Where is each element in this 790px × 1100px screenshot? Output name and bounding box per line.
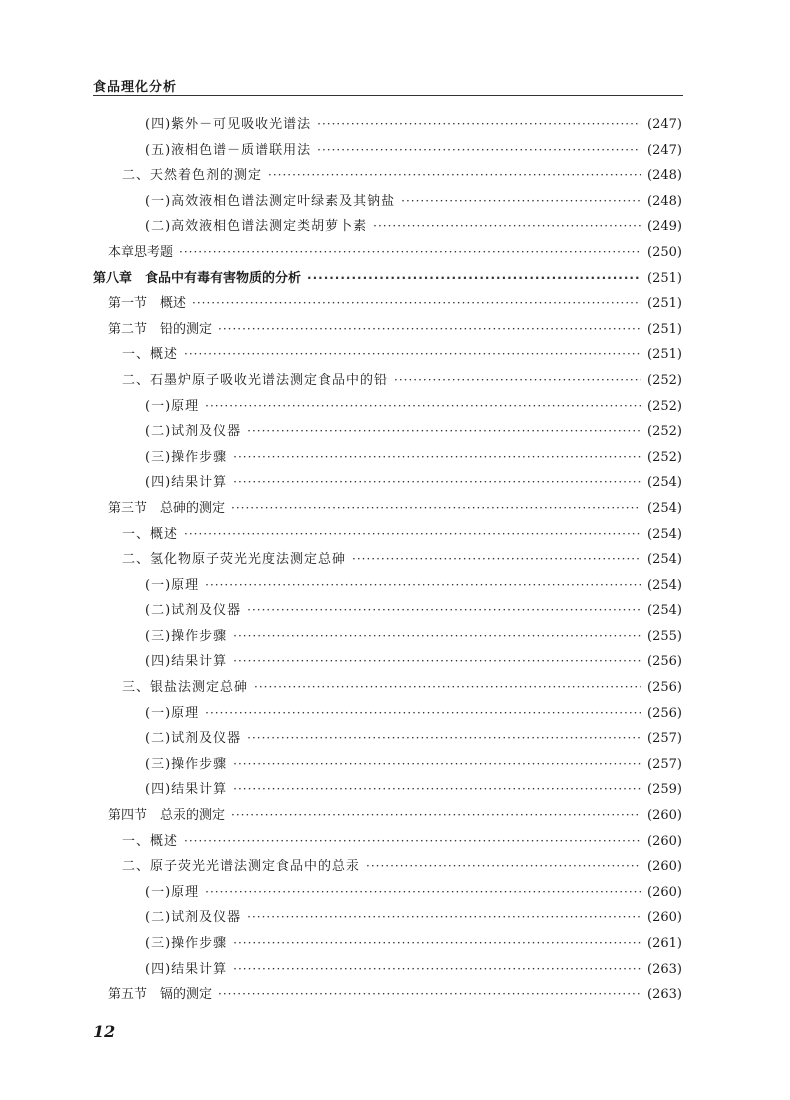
- toc-entry-page: (250): [647, 244, 682, 260]
- dot-leader: [373, 214, 641, 240]
- toc-entry-page: (252): [647, 424, 682, 440]
- toc-entry-page: (247): [647, 117, 682, 132]
- toc-entry-page: (251): [647, 270, 682, 286]
- toc-entry[interactable]: [0, 394, 790, 420]
- toc-entry[interactable]: [0, 777, 790, 803]
- dot-leader: [184, 342, 641, 368]
- toc-entry[interactable]: [0, 240, 790, 266]
- toc-entry[interactable]: [0, 675, 790, 701]
- toc-entry-title: 第二节 铅的测定: [108, 321, 213, 337]
- dot-leader: [205, 573, 641, 599]
- toc-entry-title: (四)紫外－可见吸收光谱法: [145, 117, 312, 132]
- toc-entry-page: (248): [647, 193, 682, 209]
- toc-entry-page: (263): [647, 961, 682, 977]
- dot-leader: [205, 394, 641, 420]
- toc-entry-page: (254): [647, 475, 682, 491]
- toc-entry[interactable]: [0, 470, 790, 496]
- toc-entry-title: 二、石墨炉原子吸收光谱法测定食品中的铅: [122, 372, 389, 388]
- toc-entry-title: (一)原理: [145, 705, 200, 721]
- toc-entry-title: 三、银盐法测定总砷: [122, 680, 249, 696]
- dot-leader: [317, 112, 641, 138]
- toc-entry-title: (一)原理: [145, 884, 200, 900]
- toc-entry-title: (三)操作步骤: [145, 936, 228, 951]
- toc-entry[interactable]: [0, 368, 790, 394]
- dot-leader: [233, 624, 641, 650]
- toc-entry-page: (260): [647, 884, 682, 900]
- running-head-title: 食品理化分析: [93, 80, 178, 95]
- toc-entry-title: 第四节 总汞的测定: [108, 808, 226, 824]
- dot-leader: [247, 598, 641, 624]
- dot-leader: [254, 675, 641, 701]
- toc-entry-page: (261): [647, 936, 682, 951]
- dot-leader: [247, 905, 641, 931]
- dot-leader: [233, 445, 641, 471]
- toc-entry-page: (257): [647, 756, 682, 772]
- toc-entry-page: (260): [647, 833, 682, 849]
- toc-entry[interactable]: [0, 649, 790, 675]
- toc-entry-page: (255): [647, 628, 682, 644]
- toc-entry[interactable]: [0, 445, 790, 471]
- toc-entry-title: 第一节 概述: [108, 296, 187, 312]
- toc-entry-page: (252): [647, 449, 682, 465]
- toc-entry[interactable]: [0, 317, 790, 343]
- dot-leader: [247, 726, 641, 752]
- toc-entry[interactable]: [0, 291, 790, 317]
- toc-entry-page: (252): [647, 372, 682, 388]
- toc-entry-title: 二、天然着色剂的测定: [122, 168, 263, 184]
- toc-entry-page: (249): [647, 219, 682, 235]
- toc-entry-title: 二、原子荧光光谱法测定食品中的总汞: [122, 859, 361, 875]
- toc-entry-title: 第三节 总砷的测定: [108, 500, 226, 516]
- dot-leader: [192, 291, 641, 317]
- toc-entry-page: (260): [647, 859, 682, 875]
- toc-entry-page: (247): [647, 142, 682, 158]
- dot-leader: [317, 138, 641, 164]
- toc-entry-title: 第五节 镉的测定: [108, 987, 213, 1003]
- toc-entry-page: (254): [647, 603, 682, 619]
- toc-entry-page: (259): [647, 782, 682, 798]
- dot-leader: [394, 368, 641, 394]
- toc-entry-page: (251): [647, 321, 682, 337]
- toc-entry-page: (256): [647, 680, 682, 696]
- toc-entry-page: (260): [647, 910, 682, 926]
- dot-leader: [233, 470, 641, 496]
- toc-entry[interactable]: [0, 701, 790, 727]
- toc-entry-title: (四)结果计算: [145, 782, 228, 798]
- dot-leader: [268, 163, 641, 189]
- toc-entry-title: 一、概述: [122, 347, 179, 363]
- toc-entry-title: 第八章 食品中有毒有害物质的分析: [93, 270, 302, 286]
- dot-leader: [233, 931, 641, 957]
- dot-leader: [205, 701, 641, 727]
- toc-entry-page: (257): [647, 731, 682, 747]
- toc-entry-title: (四)结果计算: [145, 475, 228, 491]
- toc-entry[interactable]: [0, 573, 790, 599]
- toc-entry[interactable]: [0, 112, 790, 138]
- toc-entry-title: (二)高效液相色谱法测定类胡萝卜素: [145, 219, 368, 235]
- dot-leader: [401, 189, 641, 215]
- toc-entry-title: 一、概述: [122, 526, 179, 542]
- toc-entry-title: (三)操作步骤: [145, 756, 228, 772]
- toc-entry-title: 本章思考题: [108, 244, 174, 260]
- toc-entry[interactable]: [0, 726, 790, 752]
- toc-entry-title: 一、概述: [122, 833, 179, 849]
- toc-entry[interactable]: [0, 931, 790, 957]
- toc-entry[interactable]: [0, 342, 790, 368]
- toc-entry-page: (251): [647, 296, 682, 312]
- dot-leader: [184, 522, 641, 548]
- table-of-contents: [0, 112, 790, 1008]
- toc-entry-title: (二)试剂及仪器: [145, 603, 242, 619]
- dot-leader: [247, 419, 641, 445]
- toc-entry-page: (254): [647, 526, 682, 542]
- toc-entry[interactable]: [0, 214, 790, 240]
- toc-entry[interactable]: [0, 982, 790, 1008]
- toc-entry[interactable]: [0, 496, 790, 522]
- toc-entry-title: (二)试剂及仪器: [145, 731, 242, 747]
- dot-leader: [218, 317, 641, 343]
- toc-entry[interactable]: [0, 189, 790, 215]
- toc-entry[interactable]: [0, 880, 790, 906]
- toc-entry-page: (251): [647, 347, 682, 363]
- dot-leader: [233, 957, 641, 983]
- toc-entry-title: (二)试剂及仪器: [145, 424, 242, 440]
- dot-leader: [179, 240, 641, 266]
- dot-leader: [352, 547, 641, 573]
- toc-entry-title: (三)操作步骤: [145, 628, 228, 644]
- toc-entry-page: (252): [647, 398, 682, 414]
- toc-entry[interactable]: [0, 598, 790, 624]
- page-number: 12: [93, 1022, 116, 1041]
- dot-leader: [205, 880, 641, 906]
- toc-entry-page: (254): [647, 552, 682, 568]
- toc-entry[interactable]: [0, 803, 790, 829]
- toc-entry-page: (263): [647, 987, 682, 1003]
- toc-entry[interactable]: [0, 624, 790, 650]
- dot-leader: [233, 752, 641, 778]
- dot-leader: [233, 777, 641, 803]
- toc-entry[interactable]: [0, 266, 790, 292]
- toc-entry-title: (一)原理: [145, 577, 200, 593]
- toc-entry-page: (254): [647, 577, 682, 593]
- toc-entry[interactable]: [0, 138, 790, 164]
- header-rule: [93, 95, 683, 96]
- toc-entry-title: (四)结果计算: [145, 961, 228, 977]
- toc-entry-title: (一)原理: [145, 398, 200, 414]
- dot-leader: [184, 829, 641, 855]
- toc-entry-title: (五)液相色谱－质谱联用法: [145, 142, 312, 158]
- toc-entry-page: (260): [647, 808, 682, 824]
- toc-entry[interactable]: [0, 163, 790, 189]
- toc-entry[interactable]: [0, 522, 790, 548]
- toc-entry[interactable]: [0, 854, 790, 880]
- toc-entry-title: (三)操作步骤: [145, 449, 228, 465]
- toc-entry-title: (一)高效液相色谱法测定叶绿素及其钠盐: [145, 193, 396, 209]
- dot-leader: [231, 496, 641, 522]
- dot-leader: [233, 649, 641, 675]
- toc-entry-page: (256): [647, 654, 682, 670]
- dot-leader: [231, 803, 641, 829]
- toc-entry-title: 二、氢化物原子荧光光度法测定总砷: [122, 552, 347, 568]
- toc-entry-title: (二)试剂及仪器: [145, 910, 242, 926]
- toc-entry-title: (四)结果计算: [145, 654, 228, 670]
- toc-entry[interactable]: [0, 547, 790, 573]
- toc-entry[interactable]: [0, 752, 790, 778]
- toc-entry-page: (254): [647, 500, 682, 516]
- dot-leader: [307, 266, 641, 292]
- toc-entry-page: (256): [647, 705, 682, 721]
- toc-entry[interactable]: [0, 905, 790, 931]
- toc-entry[interactable]: [0, 829, 790, 855]
- dot-leader: [366, 854, 641, 880]
- toc-entry-page: (248): [647, 168, 682, 184]
- dot-leader: [218, 982, 641, 1008]
- toc-entry[interactable]: [0, 957, 790, 983]
- toc-entry[interactable]: [0, 419, 790, 445]
